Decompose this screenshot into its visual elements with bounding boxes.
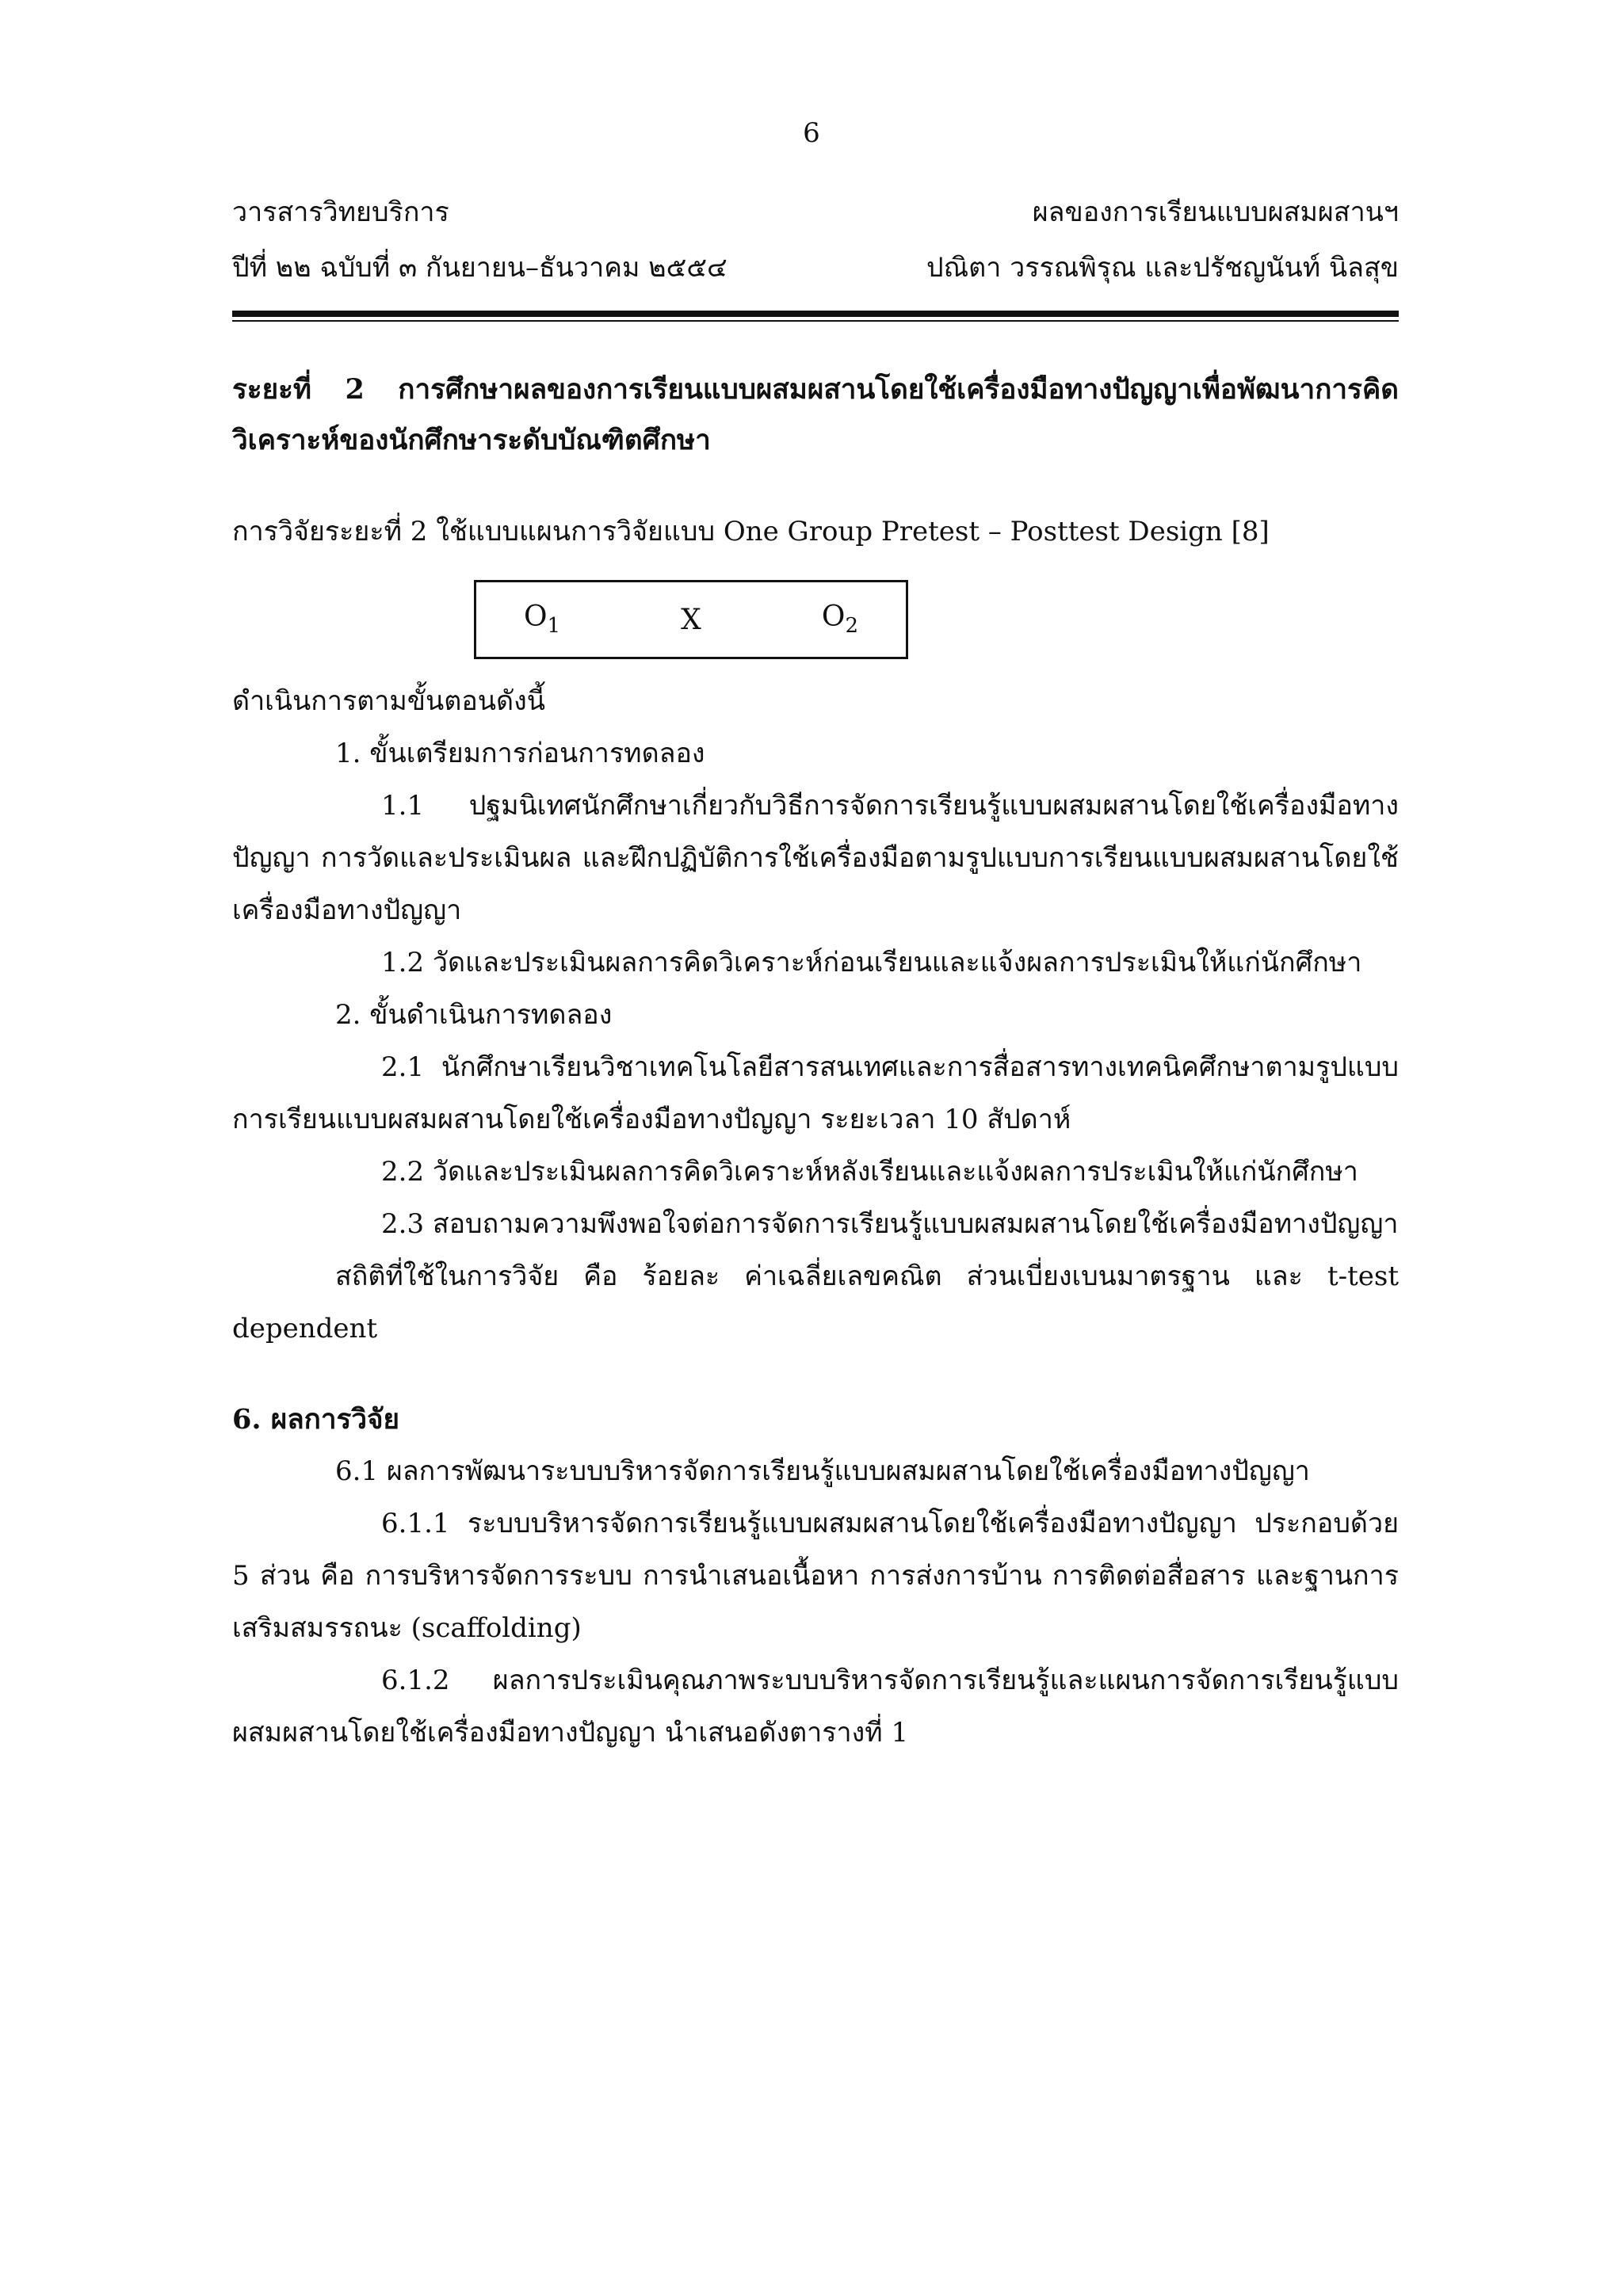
journal-issue: ปีที่ ๒๒ ฉบับที่ ๓ กันยายน–ธันวาคม ๒๕๕๔: [232, 252, 727, 284]
header-rule-thick: [232, 311, 1399, 317]
research-design-text: การวิจัยระยะที่ 2 ใช้แบบแผนการวิจัยแบบ One Group Pretest – Posttest Design [8]: [232, 516, 1270, 547]
main-content: [232, 364, 1399, 1759]
step1-1: 1.1 ปฐมนิเทศนักศึกษาเกี่ยวกับวิธีการจัดการเรียนรู้แบบผสมผสานโดยใช้เครื่องมือทางปัญญา การวัดและประเมินผล และฝึกปฏิบัติการใช้เครื่องมือตามรูปแบบการเรียนแบบผสมผสานโดยใช้เครื่องมือทางปัญญา: [232, 790, 1399, 926]
journal-name: วารสารวิทยบริการ: [232, 196, 449, 228]
procedure-intro: ดำเนินการตามขั้นตอนดังนี้: [232, 685, 545, 717]
phase2-heading: ระยะที่ 2 การศึกษาผลของการเรียนแบบผสมผสานโดยใช้เครื่องมือทางปัญญาเพื่อพัฒนาการคิดวิเคราะห์ของนักศึกษาระดับบัณฑิตศึกษา: [232, 373, 1399, 456]
statistics-text: สถิติที่ใช้ในการวิจัย คือ ร้อยละ ค่าเฉลี่ยเลขคณิต ส่วนเบี่ยงเบนมาตรฐาน และ t-test dependent: [232, 1261, 1399, 1344]
step1-2: 1.2 วัดและประเมินผลการคิดวิเคราะห์ก่อนเรียนและแจ้งผลการประเมินให้แก่นักศึกษา: [381, 947, 1362, 978]
step2-title: 2. ขั้นดำเนินการทดลอง: [335, 999, 613, 1031]
article-title: ผลของการเรียนแบบผสมผสานฯ: [1032, 196, 1399, 228]
page-number: 6: [803, 117, 820, 149]
treatment-symbol: X: [681, 603, 701, 636]
step1-title: 1. ขั้นเตรียมการก่อนการทดลอง: [335, 738, 705, 769]
results-heading: 6. ผลการวิจัย: [232, 1403, 399, 1436]
header-rule-thin: [232, 320, 1399, 322]
result-6-1-1: 6.1.1 ระบบบริหารจัดการเรียนรู้แบบผสมผสานโดยใช้เครื่องมือทางปัญญา ประกอบด้วย 5 ส่วน คือ การบริหารจัดการระบบ การนำเสนอเนื้อหา การส่งการบ้าน การติดต่อสื่อสาร และฐานการเสริมสมรรถนะ (scaffolding): [232, 1508, 1399, 1644]
step2-3: 2.3 สอบถามความพึงพอใจต่อการจัดการเรียนรู้แบบผสมผสานโดยใช้เครื่องมือทางปัญญา: [381, 1208, 1399, 1240]
result-6-1-2: 6.1.2 ผลการประเมินคุณภาพระบบบริหารจัดการเรียนรู้และแผนการจัดการเรียนรู้แบบผสมผสานโดยใช้เครื่องมือทางปัญญา นำเสนอดังตารางที่ 1: [232, 1665, 1399, 1749]
result-6-1: 6.1 ผลการพัฒนาระบบบริหารจัดการเรียนรู้แบบผสมผสานโดยใช้เครื่องมือทางปัญญา: [335, 1455, 1310, 1487]
article-authors: ปณิตา วรรณพิรุณ และปรัชญนันท์ นิลสุข: [926, 252, 1399, 284]
step2-2: 2.2 วัดและประเมินผลการคิดวิเคราะห์หลังเรียนและแจ้งผลการประเมินให้แก่นักศึกษา: [381, 1156, 1358, 1188]
step2-1: 2.1 นักศึกษาเรียนวิชาเทคโนโลยีสารสนเทศและการสื่อสารทางเทคนิคศึกษาตามรูปแบบการเรียนแบบผสมผสานโดยใช้เครื่องมือทางปัญญา ระยะเวลา 10 สัปดาห์: [232, 1051, 1399, 1135]
pretest-symbol: $O_1$: [524, 601, 561, 639]
posttest-symbol: $O_2$: [821, 601, 858, 639]
research-design-box: [474, 580, 908, 659]
